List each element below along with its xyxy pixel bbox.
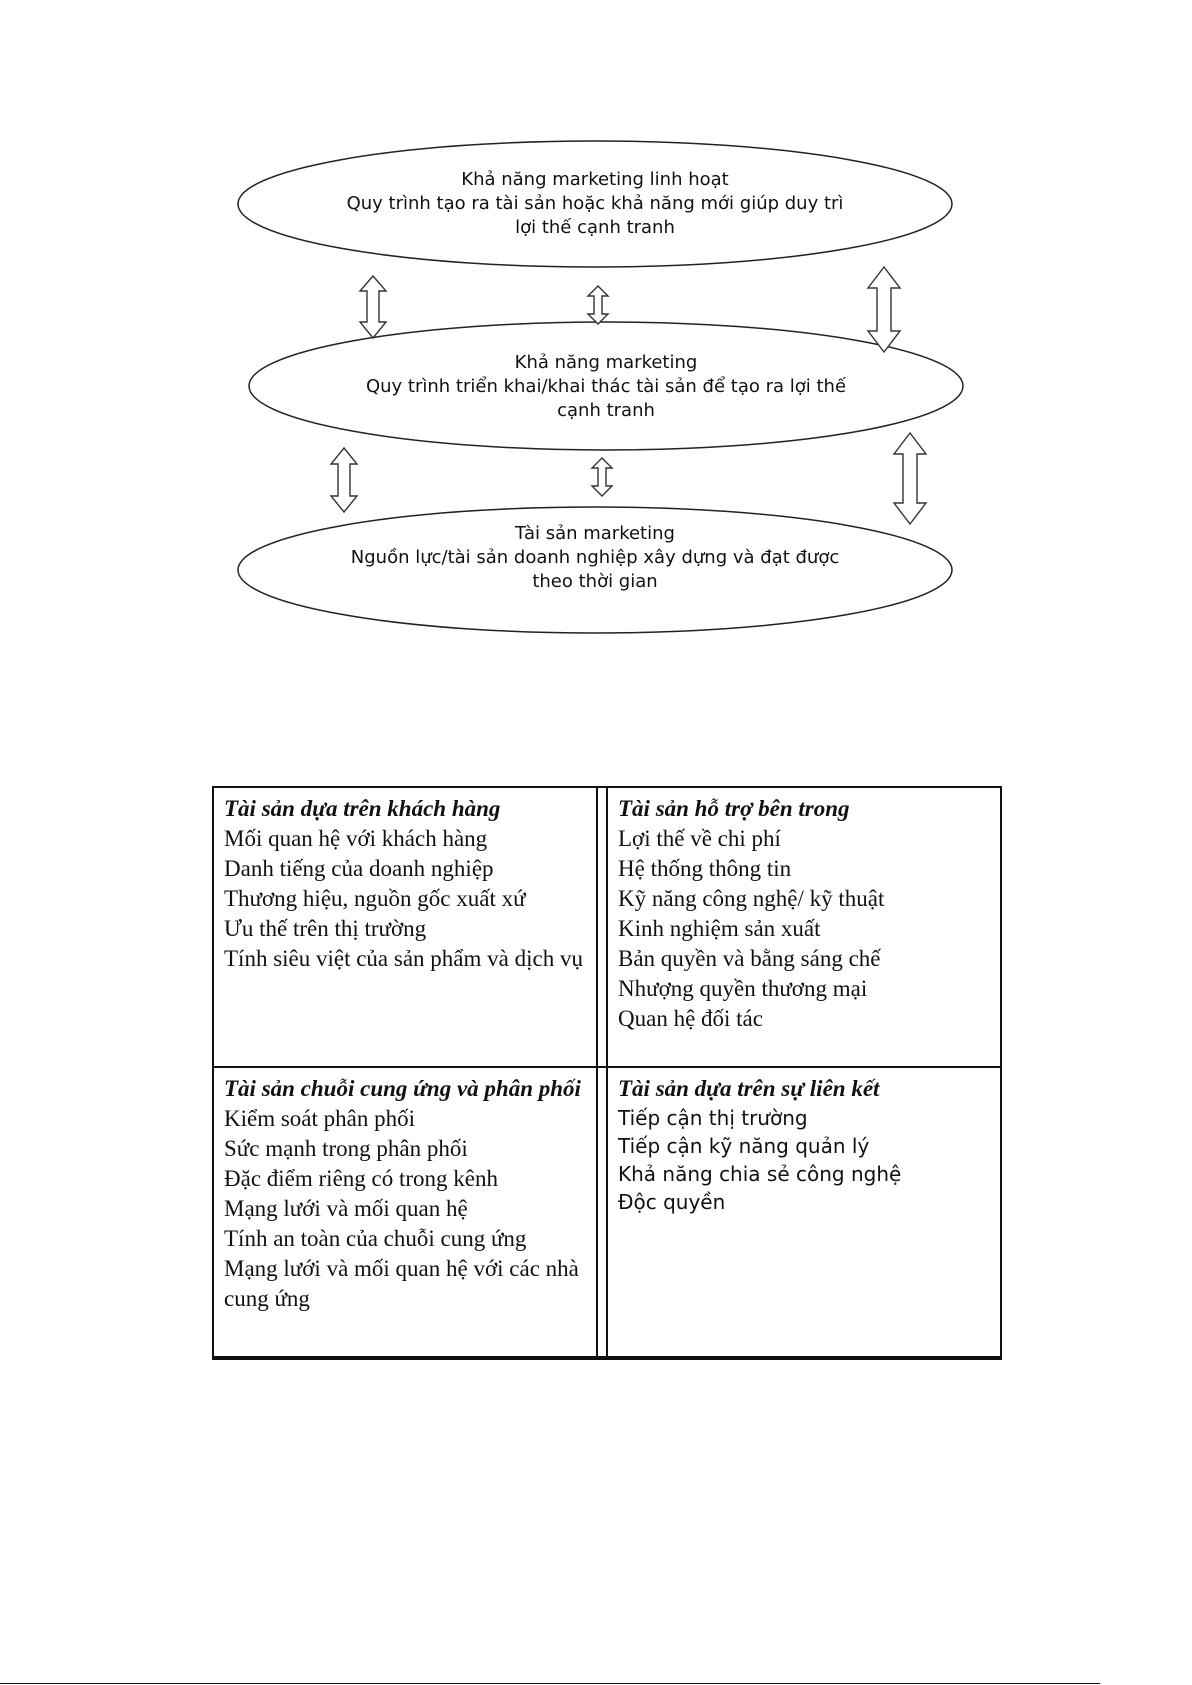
list-item: Lợi thế về chi phí (618, 826, 781, 851)
ellipse-text-capabilities (306, 351, 906, 423)
list-item: Bản quyền và bằng sáng chế (618, 946, 881, 971)
list-item: Tính siêu việt của sản phẩm và dịch vụ (224, 946, 583, 971)
table-row (213, 787, 1001, 1067)
double-arrow-icon (588, 286, 608, 324)
list-item: Danh tiếng của doanh nghiệp (224, 856, 494, 881)
ellipse-line: Quy trình triển khai/khai thác tài sản để tạo ra lợi thế (365, 376, 847, 397)
ellipse-line: cạnh tranh (557, 400, 655, 421)
ellipse-line: Quy trình tạo ra tài sản hoặc khả năng mới giúp duy trì (346, 193, 844, 214)
double-arrow-icon (592, 458, 612, 496)
cell-alliance-based-assets (607, 1067, 1001, 1358)
list-item: Độc quyền (618, 1190, 726, 1214)
list-item: Khả năng chia sẻ công nghệ (618, 1162, 902, 1186)
ellipse-title: Tài sản marketing (515, 523, 675, 544)
list-item: Sức mạnh trong phân phối (224, 1136, 468, 1161)
list-item: Kỹ năng công nghệ/ kỹ thuật (618, 886, 885, 911)
cell-heading: Tài sản dựa trên sự liên kết (618, 1076, 880, 1101)
marketing-capability-diagram (0, 0, 1192, 700)
cell-heading: Tài sản hỗ trợ bên trong (618, 796, 850, 821)
ellipse-title: Khả năng marketing (514, 352, 698, 373)
footer-rule (0, 1683, 1100, 1684)
list-item: Ưu thế trên thị trường (224, 916, 427, 941)
ellipse-text-assets (295, 522, 895, 594)
ellipse-line: lợi thế cạnh tranh (515, 217, 675, 238)
cell-heading: Tài sản dựa trên khách hàng (224, 796, 501, 821)
list-item: Thương hiệu, nguồn gốc xuất xứ (224, 886, 526, 911)
ellipse-line: theo thời gian (532, 571, 658, 592)
cell-internal-support-assets (607, 787, 1001, 1067)
column-gap (597, 1067, 607, 1358)
double-arrow-icon (894, 433, 926, 524)
list-item: Quan hệ đối tác (618, 1006, 763, 1031)
list-item: Kiểm soát phân phối (224, 1106, 415, 1131)
cell-heading: Tài sản chuỗi cung ứng và phân phối (224, 1076, 581, 1101)
list-item: Đặc điểm riêng có trong kênh (224, 1166, 498, 1191)
list-item: Hệ thống thông tin (618, 856, 792, 881)
list-item: Mối quan hệ với khách hàng (224, 826, 488, 851)
marketing-assets-table (212, 786, 1002, 1360)
list-item: Tiếp cận thị trường (618, 1106, 808, 1130)
ellipse-text-dynamic (295, 168, 895, 240)
list-item: Kinh nghiệm sản xuất (618, 916, 821, 941)
cell-customer-based-assets (213, 787, 597, 1067)
double-arrow-icon (868, 267, 900, 352)
cell-supply-chain-assets (213, 1067, 597, 1358)
list-item: Mạng lưới và mối quan hệ với các nhà cung ứng (224, 1256, 579, 1311)
list-item: Tiếp cận kỹ năng quản lý (618, 1134, 870, 1158)
list-item: Tính an toàn của chuỗi cung ứng (224, 1226, 527, 1251)
double-arrow-icon (360, 276, 386, 338)
list-item: Mạng lưới và mối quan hệ (224, 1196, 468, 1221)
column-gap (597, 787, 607, 1067)
ellipse-title: Khả năng marketing linh hoạt (461, 169, 729, 190)
double-arrow-icon (331, 448, 357, 512)
table-row (213, 1067, 1001, 1358)
ellipse-line: Nguồn lực/tài sản doanh nghiệp xây dựng và đạt được (350, 547, 840, 568)
list-item: Nhượng quyền thương mại (618, 976, 868, 1001)
